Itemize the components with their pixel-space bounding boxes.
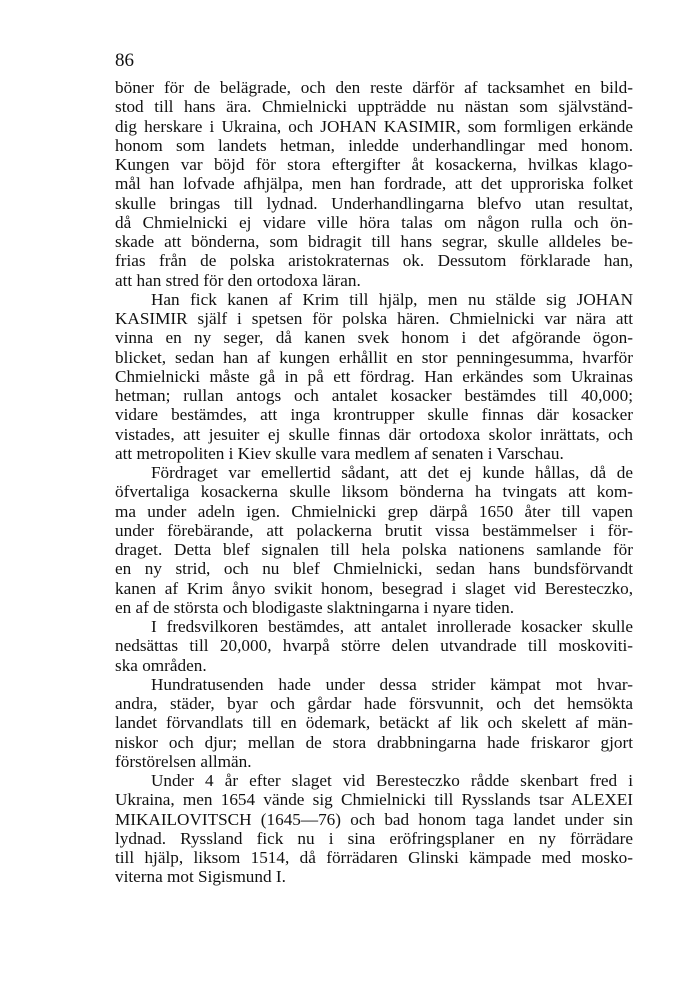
text-line: ska områden. xyxy=(115,655,207,675)
text-line: frias från de polska aristokraternas ok. Dessutom förklarade han, xyxy=(115,251,633,271)
text-line: mål han lofvade afhjälpa, men han fordrade, att det upproriska folket xyxy=(115,174,633,194)
text-line: öfvertaliga kosackerna skulle liksom bönderna ha tvingats att kom- xyxy=(115,482,633,502)
text-line: till hjälp, liksom 1514, då förrädaren Glinski kämpade med mosko- xyxy=(115,848,633,867)
text-line: stod till hans ära. Chmielnicki uppträdde nu nästan som självständ- xyxy=(115,97,633,117)
text-line: under förebärande, att polackerna brutit vissa bestämmelser i för- xyxy=(115,520,633,540)
text-line: KASIMIR själf i spetsen för polska hären. Chmielnicki var nära att xyxy=(115,309,633,328)
text-line: draget. Detta blef signalen till hela polska nationens samlande för xyxy=(115,540,633,559)
text-line: en af de största och blodigaste slaktningarna i nyare tiden. xyxy=(115,597,515,617)
text-line: Kungen var böjd för stora eftergifter åt kosackerna, hvilkas klago- xyxy=(115,155,633,174)
text-line: en ny strid, och nu blef Chmielnicki, sedan hans bundsförvandt xyxy=(115,559,633,579)
text-line: ma under adeln igen. Chmielnicki grep därpå 1650 åter till vapen xyxy=(115,501,633,521)
text-line: förstörelsen allmän. xyxy=(115,751,252,771)
text-line: blicket, sedan han af kungen erhållit en stor penningesumma, hvarför xyxy=(115,347,633,367)
page-number: 86 xyxy=(115,50,134,71)
text-line: Chmielnicki måste gå in på ett fördrag. Han erkändes som Ukrainas xyxy=(115,366,633,386)
text-line: vinna en ny seger, då kanen svek honom i det afgörande ögon- xyxy=(115,328,633,348)
text-line: niskor och djur; mellan de stora drabbningarna hade friskaror gjort xyxy=(115,732,633,752)
text-line: böner för de belägrade, och den reste därför af tacksamhet en bild- xyxy=(115,78,633,97)
text-line: skulle bringas till lydnad. Underhandlingarna blefvo utan resultat, xyxy=(115,193,633,213)
text-line: kanen af Krim ånyo svikit honom, besegrad i slaget vid Beresteczko, xyxy=(115,578,633,598)
text-line: lydnad. Ryssland fick nu i sina eröfringsplaner en ny förrädare xyxy=(115,828,633,848)
text-line: vidare bestämdes, att inga krontrupper skulle finnas där kosacker xyxy=(115,405,633,425)
text-line: Han fick kanen af Krim till hjälp, men nu stälde sig JOHAN xyxy=(151,289,633,309)
text-line: Hundratusenden hade under dessa strider kämpat mot hvar- xyxy=(151,674,633,694)
text-line: andra, städer, byar och gårdar hade försvunnit, och det hemsökta xyxy=(115,694,633,713)
text-line: honom som landets hetman, inledde underhandlingar med honom. xyxy=(115,135,633,155)
text-line: skade att bönderna, som bidragit till hans segrar, skulle alldeles be- xyxy=(115,232,633,251)
text-line: I fredsvilkoren bestämdes, att antalet inrollerade kosacker skulle xyxy=(151,617,633,636)
text-line: dig herskare i Ukraina, och JOHAN KASIMIR, som formligen erkände xyxy=(115,116,633,136)
text-line: då Chmielnicki ej vidare ville höra talas om någon rulla och ön- xyxy=(115,212,633,232)
text-line: landet förvandlats till en ödemark, betäckt af lik och skelett af män- xyxy=(115,713,633,733)
text-line: Under 4 år efter slaget vid Beresteczko rådde skenbart fred i xyxy=(151,771,633,790)
text-line: Ukraina, men 1654 vände sig Chmielnicki till Rysslands tsar ALEXEI xyxy=(115,790,633,810)
body-text xyxy=(115,78,633,887)
text-line: Fördraget var emellertid sådant, att det ej kunde hållas, då de xyxy=(151,463,633,482)
text-line: hetman; rullan antogs och antalet kosacker bestämdes till 40,000; xyxy=(115,386,633,405)
text-line: att metropoliten i Kiev skulle vara medlem af senaten i Varschau. xyxy=(115,443,564,463)
text-line: nedsättas till 20,000, hvarpå större delen utvandrade till moskoviti- xyxy=(115,636,633,656)
text-line: vistades, att jesuiter ej skulle finnas där ortodoxa skolor inrättats, och xyxy=(115,424,633,444)
text-line: viterna mot Sigismund I. xyxy=(115,867,286,887)
text-line: MIKAILOVITSCH (1645—76) och bad honom taga landet under sin xyxy=(115,809,633,829)
text-line: att han stred för den ortodoxa läran. xyxy=(115,270,361,290)
